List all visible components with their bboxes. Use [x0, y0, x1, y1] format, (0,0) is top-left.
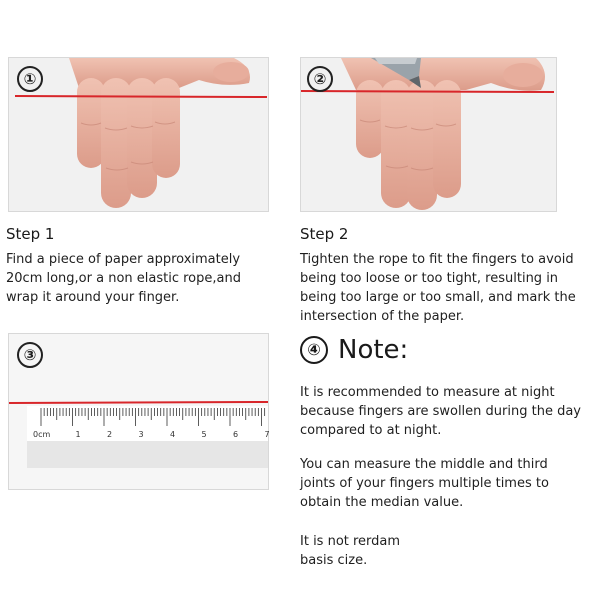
ruler-tick-label: 2: [107, 430, 113, 439]
ruler-unit-label: 0cm: [33, 430, 51, 439]
step2-number-icon: ②: [307, 66, 333, 92]
rope-line: [9, 402, 268, 403]
step1-description: Find a piece of paper approximately 20cm long,or a non elastic rope,and wrap it around your finger.: [6, 252, 241, 305]
step1-number-icon: ①: [17, 66, 43, 92]
ruler-tick-label: 3: [138, 430, 144, 439]
step2-title: Step 2: [300, 225, 349, 243]
ruler-tick-label: 5: [201, 430, 207, 439]
note-paragraph-3-line-1: It is not rerdam: [300, 534, 401, 549]
note-paragraph-2: You can measure the middle and third joints of your fingers multiple times to obtain the median value.: [300, 457, 549, 510]
hand-pen-illustration: [301, 58, 556, 211]
ruler-illustration: [9, 334, 268, 489]
step1-image: [8, 57, 269, 212]
note-paragraph-1: It is recommended to measure at night because fingers are swollen during the day compared to at night.: [300, 385, 581, 438]
note-number-icon: ④: [300, 336, 328, 364]
rope-line: [15, 96, 267, 97]
ruler-tick-label: 6: [233, 430, 239, 439]
ruler-tick-label: 1: [75, 430, 81, 439]
step2-image: [300, 57, 557, 212]
step3-number-icon: ③: [17, 342, 43, 368]
rope-line: [301, 91, 554, 92]
hand-rope-illustration: [9, 58, 268, 211]
note-title: Note:: [338, 335, 409, 365]
note-heading: [300, 335, 408, 365]
step1-title: Step 1: [6, 225, 55, 243]
ruler-tick-label: 7: [264, 430, 270, 439]
step3-image: [8, 333, 269, 490]
step2-description: Tighten the rope to fit the fingers to avoid being too loose or too tight, resulting in being too large or too small, and mark the intersection of the paper.: [300, 252, 576, 324]
ruler-tick-label: 4: [170, 430, 176, 439]
note-paragraph-3-line-2: basis cize.: [300, 553, 368, 568]
note-paragraph-3: [300, 532, 585, 570]
